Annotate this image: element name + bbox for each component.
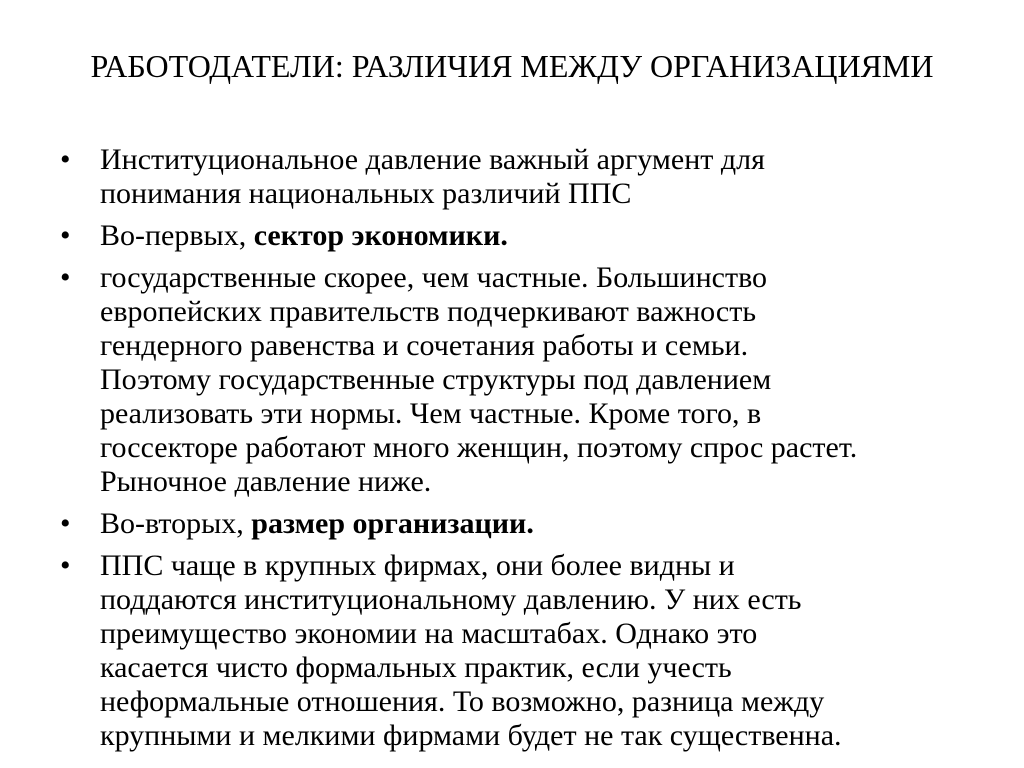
bullet-list (60, 143, 990, 761)
bullet-icon: • (60, 261, 71, 294)
bullet-text-line: касается чисто формальных практик, если учесть (100, 651, 732, 684)
bullet-bold-text: размер организации. (251, 507, 534, 540)
bullet-text-line: Рыночное давление ниже. (100, 465, 432, 498)
bullet-text-line: государственные скорее, чем частные. Большинство (100, 261, 768, 294)
bullet-text-line: Поэтому государственные структуры под давлением (100, 363, 772, 396)
bullet-icon: • (60, 507, 71, 540)
bullet-text-line (100, 219, 990, 253)
bullet-text-line: понимания национальных различий ППС (100, 177, 632, 210)
bullet-icon: • (60, 549, 71, 582)
bullet-item-3 (60, 261, 990, 499)
slide-title: РАБОТОДАТЕЛИ: РАЗЛИЧИЯ МЕЖДУ ОРГАНИЗАЦИЯМИ (90, 48, 934, 84)
bullet-text-line: реализовать эти нормы. Чем частные. Кроме того, в (100, 397, 762, 430)
bullet-text-line: крупными и мелкими фирмами будет не так существенна. (100, 719, 842, 752)
bullet-item-4 (60, 507, 990, 541)
bullet-text-line: ППС чаще в крупных фирмах, они более видны и (100, 549, 735, 582)
bullet-text-line: поддаются институциональному давлению. У них есть (100, 583, 802, 616)
bullet-prefix: Во-первых, (100, 219, 254, 252)
bullet-text-line: госсекторе работают много женщин, поэтому спрос растет. (100, 431, 858, 464)
bullet-bold-text: сектор экономики. (253, 219, 508, 252)
bullet-text-line: гендерного равенства и сочетания работы и семьи. (100, 329, 749, 362)
bullet-text-line: преимущество экономии на масштабах. Однако это (100, 617, 758, 650)
bullet-text-line: европейских правительств подчеркивают важность (100, 295, 757, 328)
bullet-prefix: Во-вторых, (100, 507, 252, 540)
bullet-text-line (100, 507, 990, 541)
bullet-item-5 (60, 549, 990, 753)
bullet-item-2 (60, 219, 990, 253)
bullet-icon: • (60, 219, 71, 252)
bullet-text-line: Институциональное давление важный аргумент для (100, 143, 765, 176)
bullet-icon: • (60, 143, 71, 176)
bullet-text-line: неформальные отношения. То возможно, разница между (100, 685, 825, 718)
bullet-item-1 (60, 143, 990, 211)
